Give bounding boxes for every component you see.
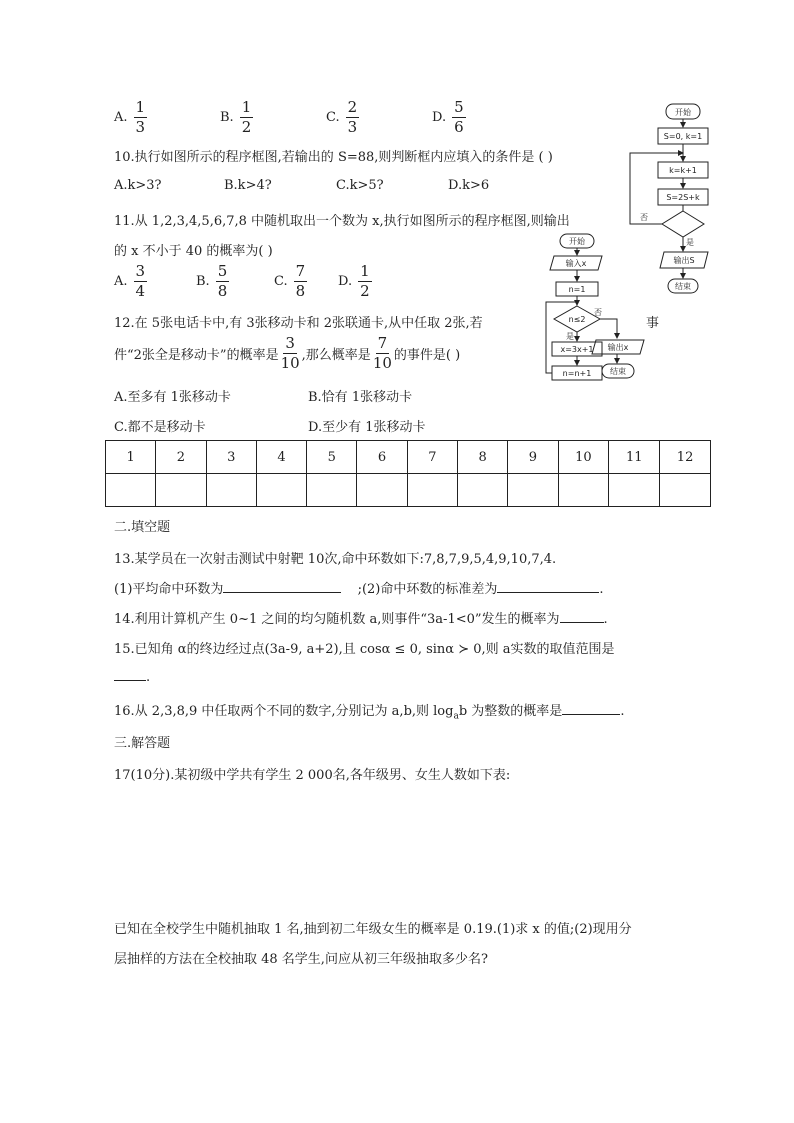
answer-header-cell: 4 xyxy=(256,441,306,474)
answer-header-cell: 10 xyxy=(558,441,609,474)
q11-option-c: C. $\frac{7}{8}$ xyxy=(274,262,306,300)
section2-title: 二.填空题 xyxy=(114,520,171,535)
q12-option-d: D.至少有 1张移动卡 xyxy=(308,420,426,435)
fc2-input-text: 输入x xyxy=(565,259,587,268)
fc1-cond-diamond xyxy=(662,211,704,237)
q10-option-c: C.k>5? xyxy=(336,178,384,193)
fc2-init-text: n=1 xyxy=(568,285,586,294)
fc1-start-text: 开始 xyxy=(675,108,691,117)
answer-header-cell: 1 xyxy=(106,441,156,474)
fc2-end-text: 结束 xyxy=(610,367,626,376)
fc1-step1-text: k=k+1 xyxy=(669,166,697,175)
q13-text: 13.某学员在一次射击测试中射靶 10次,命中环数如下:7,8,7,9,5,4,9,10,7,4. xyxy=(114,552,557,567)
q13-blank-1[interactable] xyxy=(223,580,341,593)
q15-blank-line: . xyxy=(114,668,150,685)
fc1-output-text: 输出S xyxy=(673,256,695,265)
q17-text: 17(10分).某初级中学共有学生 2 000名,各年级男、女生人数如下表: xyxy=(114,768,511,783)
fc1-init-text: S=0, k=1 xyxy=(663,132,703,141)
q11-option-a: A. $\frac{3}{4}$ xyxy=(114,262,146,300)
answer-cell[interactable] xyxy=(457,474,507,507)
fc2-start-text: 开始 xyxy=(569,237,585,246)
q13-blanks: (1)平均命中环数为 ;(2)命中环数的标准差为 . xyxy=(114,582,604,597)
q14-text: 14.利用计算机产生 0~1 之间的均匀随机数 a,则事件“3a-1<0”发生的概率为 . xyxy=(114,612,608,627)
q12-option-a: A.至多有 1张移动卡 xyxy=(114,390,231,405)
q17-line2: 已知在全校学生中随机抽取 1 名,抽到初二年级女生的概率是 0.19.(1)求 x 的值;(2)现用分 xyxy=(114,922,632,937)
q15-text: 15.已知角 α的终边经过点(3a-9, a+2),且 cosα ≤ 0, sinα ≻ 0,则 a实数的取值范围是 xyxy=(114,642,615,657)
answer-cell[interactable] xyxy=(558,474,609,507)
fc2-incr-text: n=n+1 xyxy=(562,369,592,378)
answer-cell[interactable] xyxy=(357,474,407,507)
q11-option-b: B. $\frac{5}{8}$ xyxy=(196,262,228,300)
q12-line1: 12.在 5张电话卡中,有 3张移动卡和 2张联通卡,从中任取 2张,若 xyxy=(114,316,483,331)
fc2-no-text: 否 xyxy=(594,308,602,317)
answer-cell[interactable] xyxy=(407,474,457,507)
q17-line3: 层抽样的方法在全校抽取 48 名学生,问应从初三年级抽取多少名? xyxy=(114,952,488,967)
fc1-yes-text: 是 xyxy=(686,238,694,247)
answer-table xyxy=(105,440,711,507)
q15-blank[interactable] xyxy=(114,668,146,681)
fc1-no-text: 否 xyxy=(640,213,648,222)
q9-option-c: C. $\frac{2}{3}$ xyxy=(326,98,358,136)
fc1-end-text: 结束 xyxy=(675,282,691,291)
answer-cell[interactable] xyxy=(156,474,206,507)
q12-option-c: C.都不是移动卡 xyxy=(114,420,206,435)
answer-cell[interactable] xyxy=(508,474,558,507)
answer-table-header-row xyxy=(106,441,711,474)
section3-title: 三.解答题 xyxy=(114,736,171,751)
q11-line1: 11.从 1,2,3,4,5,6,7,8 中随机取出一个数为 x,执行如图所示的程序框图,则输出 xyxy=(114,214,570,229)
answer-header-cell: 7 xyxy=(407,441,457,474)
answer-header-cell: 3 xyxy=(206,441,256,474)
answer-cell[interactable] xyxy=(660,474,711,507)
answer-cell[interactable] xyxy=(609,474,660,507)
answer-cell[interactable] xyxy=(206,474,256,507)
answer-header-cell: 6 xyxy=(357,441,407,474)
answer-header-cell: 8 xyxy=(457,441,507,474)
answer-cell[interactable] xyxy=(106,474,156,507)
answer-header-cell: 9 xyxy=(508,441,558,474)
q10-text: 10.执行如图所示的程序框图,若输出的 S=88,则判断框内应填入的条件是 ( ) xyxy=(114,150,553,165)
flowchart-2 xyxy=(540,230,650,400)
answer-header-cell: 5 xyxy=(307,441,357,474)
q10-option-d: D.k>6 xyxy=(448,178,490,193)
fc2-yes-text: 是 xyxy=(566,332,574,341)
q11-option-d: D. $\frac{1}{2}$ xyxy=(338,262,370,300)
q11-line2: 的 x 不小于 40 的概率为( ) xyxy=(114,244,273,259)
answer-cell[interactable] xyxy=(307,474,357,507)
q12-line1-tail: 事 xyxy=(646,316,660,331)
q16-text: 16.从 2,3,8,9 中任取两个不同的数字,分别记为 a,b,则 $\log_ab$ 为整数的概率是 . xyxy=(114,704,625,722)
q12-option-b: B.恰有 1张移动卡 xyxy=(308,390,413,405)
q9-option-b: B. $\frac{1}{2}$ xyxy=(220,98,252,136)
q9-option-d: D. $\frac{5}{6}$ xyxy=(432,98,464,136)
fc1-step2-text: S=2S+k xyxy=(666,193,700,202)
q16-blank[interactable] xyxy=(562,702,620,715)
q14-blank[interactable] xyxy=(560,610,604,623)
q10-option-b: B.k>4? xyxy=(224,178,272,193)
answer-table-blank-row xyxy=(106,474,711,507)
q13-blank-2[interactable] xyxy=(497,580,599,593)
q12-line2: 件“2张全是移动卡”的概率是 $\frac{3}{10}$ ,那么概率是 $\frac{7}{10}$ 的事件是( ) xyxy=(114,334,461,372)
answer-header-cell: 11 xyxy=(609,441,660,474)
fc2-output-text: 输出x xyxy=(607,343,629,352)
answer-cell[interactable] xyxy=(256,474,306,507)
fc2-cond-text: n≤2 xyxy=(568,315,586,324)
answer-header-cell: 12 xyxy=(660,441,711,474)
q9-option-a: A. $\frac{1}{3}$ xyxy=(114,98,146,136)
fc2-step-text: x=3x+1 xyxy=(560,345,594,354)
q10-option-a: A.k>3? xyxy=(114,178,162,193)
answer-header-cell: 2 xyxy=(156,441,206,474)
